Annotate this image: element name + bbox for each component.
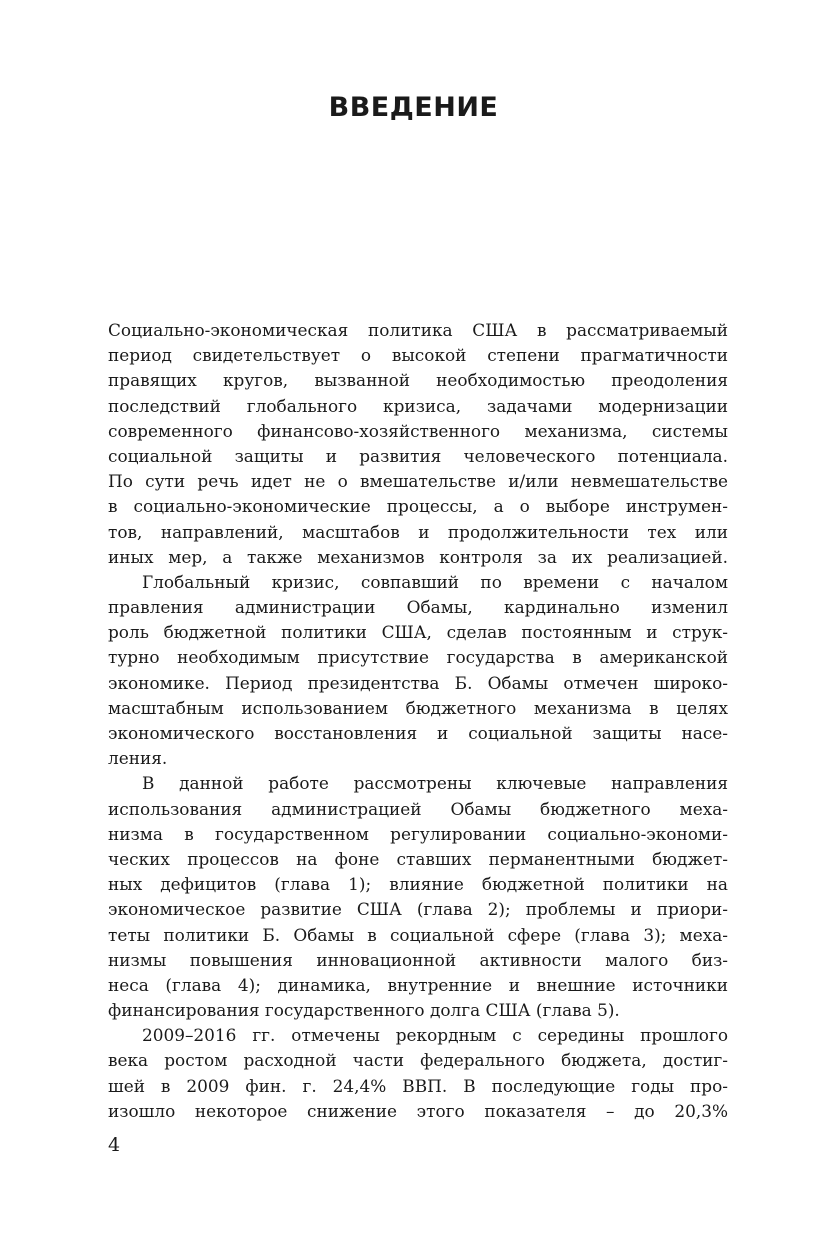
text-line: экономическое развитие США (глава 2); проблемы и приори- (108, 899, 728, 920)
text-line: турно необходимым присутствие государства в американской (108, 647, 728, 668)
text-line: период свидетельствует о высокой степени прагматичности (108, 345, 728, 366)
text-line: шей в 2009 фин. г. 24,4% ВВП. В последующие годы про- (108, 1075, 728, 1096)
text-line: финансирования государственного долга США (глава 5). (108, 1000, 620, 1021)
body-text (108, 318, 728, 1124)
text-line: Глобальный кризис, совпавший по времени с началом (142, 571, 728, 592)
text-line: экономике. Период президентства Б. Обамы отмечен широко- (108, 672, 728, 693)
text-line: ных дефицитов (глава 1); влияние бюджетной политики на (108, 874, 728, 895)
text-line: правления администрации Обамы, кардинально изменил (108, 597, 728, 618)
paragraph-1 (108, 318, 728, 570)
text-line: правящих кругов, вызванной необходимостью преодоления (108, 370, 728, 391)
text-line: экономического восстановления и социальной защиты насе- (108, 723, 728, 743)
text-line: низмы повышения инновационной активности малого биз- (108, 949, 728, 970)
page-title: ВВЕДЕНИЕ (328, 92, 499, 123)
text-line: иных мер, а также механизмов контроля за их реализацией. (108, 546, 728, 567)
text-line: В данной работе рассмотрены ключевые направления (142, 773, 728, 794)
paragraph-2 (108, 570, 728, 772)
paragraph-4 (108, 1023, 728, 1124)
text-line: тов, направлений, масштабов и продолжительности тех или (108, 521, 728, 542)
text-line: 2009–2016 гг. отмечены рекордным с середины прошлого (142, 1025, 728, 1046)
text-line: в социально-экономические процессы, а о выборе инструмен- (108, 496, 728, 517)
text-line: Социально-экономическая политика США в рассматриваемый (108, 320, 728, 340)
text-line: социальной защиты и развития человеческого потенциала. (108, 445, 728, 466)
text-line: последствий глобального кризиса, задачами модернизации (108, 395, 728, 416)
text-line: ления. (108, 748, 168, 769)
page-number: 4 (108, 1134, 121, 1156)
text-line: роль бюджетной политики США, сделав постоянным и струк- (108, 622, 728, 643)
paragraph-3 (108, 771, 728, 1023)
text-line: низма в государственном регулировании социально-экономи- (108, 823, 728, 844)
text-line: изошло некоторое снижение этого показателя – до 20,3% (108, 1100, 728, 1121)
text-line: неса (глава 4); динамика, внутренние и внешние источники (108, 974, 728, 995)
text-line: По сути речь идет не о вмешательстве и/или невмешательстве (108, 471, 728, 492)
text-line: современного финансово-хозяйственного механизма, системы (108, 420, 728, 441)
text-line: века ростом расходной части федерального бюджета, достиг- (108, 1050, 728, 1071)
text-line: ческих процессов на фоне ставших перманентными бюджет- (108, 848, 728, 869)
text-line: использования администрацией Обамы бюджетного меха- (108, 798, 728, 819)
text-line: масштабным использованием бюджетного механизма в целях (108, 697, 728, 718)
text-line: теты политики Б. Обамы в социальной сфере (глава 3); меха- (108, 924, 728, 945)
